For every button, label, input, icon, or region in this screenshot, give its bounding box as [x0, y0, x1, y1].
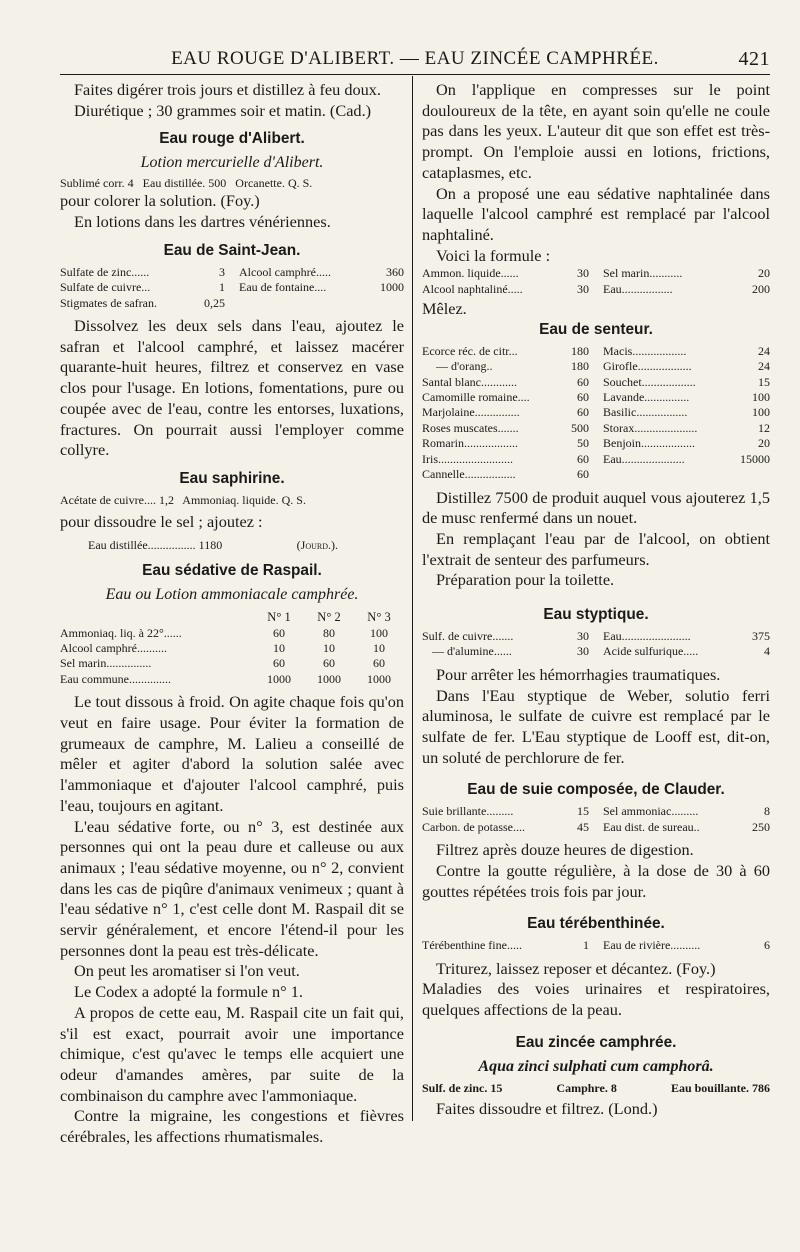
ingredient-name: Cannelle.................	[422, 467, 516, 482]
ingredient-name: Girofle..................	[603, 359, 692, 374]
styptique-paragraph: Dans l'Eau styptique de Weber, solutio ferri aluminosa, le sulfate de cuivre est remplacé par le sulfate de fer. L'Eau styptique de Looff est, dit-on, un soluté de perchlorure de fer.	[422, 685, 770, 767]
section-title-raspail: Eau sédative de Raspail.	[142, 561, 322, 579]
terebenthinee-paragraph: Triturez, laissez reposer et décantez. (Foy.)	[436, 958, 716, 978]
saphirine-eau-line	[88, 537, 338, 553]
ingredient-row	[422, 405, 589, 420]
application-paragraph: On l'applique en compresses sur le point douloureux de la tête, en ayant soin qu'elle ne coule pas dans les yeux. L'auteur dit que son effet est très-prompt. On l'emploie aussi en lotions, frictions, cataplasmes, etc.	[422, 80, 770, 182]
ingredient-name: — d'orang..	[436, 359, 493, 374]
intro-text: Faites digérer trois jours et distillez à feu doux.	[74, 80, 382, 99]
ingredient-row	[422, 266, 589, 281]
ingredient-qty: 20	[758, 266, 770, 281]
alibert-text-2: En lotions dans les dartres vénériennes.	[74, 212, 331, 232]
raspail-paragraph: On peut les aromatiser si l'on veut.	[74, 961, 300, 981]
ingredient-qty: 15000	[740, 451, 770, 466]
ingredient-name: Ammon. liquide......	[422, 266, 519, 281]
suie-paragraph: Contre la goutte régulière, à la dose de 30 à 60 gouttes répétées trois fois par jour.	[422, 860, 770, 901]
senteur-paragraph: Préparation pour la toilette.	[436, 570, 615, 590]
ingredient-qty: 360	[386, 264, 404, 279]
ingredient-name: Eau.................	[603, 281, 673, 296]
melez-text: Mêlez.	[422, 299, 467, 319]
zincee-ingredients	[422, 1080, 770, 1096]
running-header	[60, 48, 770, 74]
ingredient-qty: 20	[758, 436, 770, 451]
ingredient-row	[422, 467, 589, 482]
ingredient-qty: 60	[577, 390, 589, 405]
ingredient-row	[239, 280, 404, 295]
ingredient-line: Eau distillée................ 1180	[88, 537, 223, 552]
ingredient-name: Carbon. de potasse....	[422, 819, 525, 834]
left-column	[60, 80, 404, 1148]
naphtaline-ingredients	[422, 266, 770, 297]
styptique-paragraph: Pour arrêter les hémorrhagies traumatiques.	[436, 664, 721, 684]
intro-text-2: Diurétique ; 30 grammes soir et matin. (Cad.)	[74, 100, 372, 120]
suie-ingredients	[422, 804, 770, 835]
table-row	[60, 626, 404, 641]
ingredient-row	[603, 804, 770, 819]
suie-paragraph: Filtrez après douze heures de digestion.	[436, 840, 694, 860]
ingredient-qty: 12	[758, 420, 770, 435]
cell-value: 10	[323, 641, 335, 656]
ingredient-name: Stigmates de safran.	[60, 295, 157, 310]
ingredient-name: Eau dist. de sureau..	[603, 819, 700, 834]
ingredient-qty: 200	[752, 281, 770, 296]
ingredient-name: Suie brillante.........	[422, 804, 514, 819]
ingredient-name: Iris.........................	[422, 451, 513, 466]
ingredient-qty: 100	[752, 390, 770, 405]
ingredient-row	[422, 938, 589, 953]
ingredient-qty: 30	[577, 644, 589, 659]
ingredient-qty: 8	[764, 804, 770, 819]
ingredient-row	[603, 375, 770, 390]
right-column	[422, 80, 770, 1119]
section-subtitle-alibert: Lotion mercurielle d'Alibert.	[140, 154, 324, 172]
ingredient-qty: 15	[577, 804, 589, 819]
section-title-senteur: Eau de senteur.	[539, 320, 653, 338]
zincee-final: Faites dissoudre et filtrez. (Lond.)	[436, 1098, 658, 1118]
ingredient-qty: 180	[571, 359, 589, 374]
ingredient-row	[603, 266, 770, 281]
ingredient-row	[422, 282, 589, 297]
ingredient-name: Roses muscates.......	[422, 420, 519, 435]
cell-value: 60	[273, 625, 285, 640]
row-label: Alcool camphré..........	[60, 641, 167, 656]
ingredient-name: Sulfate de zinc......	[60, 264, 150, 279]
ingredient-row	[603, 629, 770, 644]
table-row	[60, 672, 404, 687]
ingredient-row	[603, 938, 770, 953]
ingredient-row	[603, 644, 770, 659]
raspail-paragraph: L'eau sédative forte, ou n° 3, est destinée aux personnes qui ont la peau dure et calleuse ou aux animaux ; l'eau sédative moyenne, ou n° 2, convient dans les cas de piqûre d'animaux venimeux ; quant à l'eau sédative n° 1, c'est celle dont M. Raspail dit se servir généralement, et encore l'étend-il pour les personnes dont la peau est très-délicate.	[60, 816, 404, 960]
ingredient-qty: 100	[752, 405, 770, 420]
ingredient-qty: 6	[764, 938, 770, 953]
ingredient-name: Souchet..................	[603, 374, 696, 389]
section-title-zincee: Eau zincée camphrée.	[515, 1033, 677, 1051]
raspail-paragraph: Contre la migraine, les congestions et fièvres cérébrales, les affections rhumatismales.	[60, 1106, 404, 1147]
ingredient-row	[603, 390, 770, 405]
ingredient-row	[422, 344, 589, 359]
ingredient-qty: 60	[577, 451, 589, 466]
ingredient-name: Macis..................	[603, 343, 687, 358]
ingredient-row	[422, 421, 589, 436]
row-label: Ammoniaq. liq. à 22°......	[60, 625, 182, 640]
ingredient-qty: 60	[577, 405, 589, 420]
raspail-table	[60, 608, 404, 688]
ingredient-row	[603, 344, 770, 359]
ingredient-name: Camomille romaine....	[422, 390, 530, 405]
ingredient-qty: 1000	[380, 280, 404, 295]
ingredient-qty: 45	[577, 819, 589, 834]
saint-jean-ingredients	[60, 265, 404, 311]
ingredient-qty: 24	[758, 359, 770, 374]
source-citation: (Jourd.).	[296, 537, 338, 552]
ingredient-row	[422, 390, 589, 405]
ingredient-qty: 60	[577, 374, 589, 389]
ingredient-row	[422, 629, 589, 644]
ingredient-name: Sel marin...........	[603, 266, 683, 281]
ingredient-name: Eau.....................	[603, 451, 685, 466]
ingredient-name: Romarin..................	[422, 436, 518, 451]
ingredient-name: Térébenthine fine.....	[422, 938, 522, 953]
section-title-suie: Eau de suie composée, de Clauder.	[467, 781, 725, 799]
cell-value: 60	[323, 656, 335, 671]
section-title-saphirine: Eau saphirine.	[179, 469, 285, 487]
cell-value: 10	[373, 641, 385, 656]
ingredient-qty: 24	[758, 343, 770, 358]
formula-intro: Voici la formule :	[436, 245, 551, 265]
ingredient-row	[422, 452, 589, 467]
row-label: Eau commune..............	[60, 671, 171, 686]
ingredient-name: Eau.......................	[603, 629, 691, 644]
ingredient-qty: 50	[577, 436, 589, 451]
column-header: N° 1	[267, 609, 291, 624]
ingredient-qty: 30	[577, 266, 589, 281]
ingredient-name: — d'alumine......	[432, 644, 512, 659]
terebenthinee-paragraph: Maladies des voies urinaires et respiratoires, quelques affections de la peau.	[422, 979, 770, 1020]
ingredient-qty: 250	[752, 819, 770, 834]
senteur-paragraph: Distillez 7500 de produit auquel vous ajouterez 1,5 de musc renfermé dans un nouet.	[422, 487, 770, 528]
section-title-alibert: Eau rouge d'Alibert.	[159, 130, 305, 148]
cell-value: 1000	[367, 671, 391, 686]
ingredient-row	[60, 296, 225, 311]
ingredient-name: Marjolaine...............	[422, 405, 520, 420]
ingredient-name: Sel ammoniac.........	[603, 804, 699, 819]
ingredient-row	[603, 436, 770, 451]
ingredient-row	[603, 452, 770, 467]
naphtaline-paragraph: On a proposé une eau sédative naphtalinée dans laquelle l'alcool camphré est remplacé par l'alcool naphtaliné.	[422, 183, 770, 244]
table-row	[60, 656, 404, 671]
ingredient-qty: 0,25	[204, 295, 225, 310]
ingredient-name: Acide sulfurique.....	[603, 644, 699, 659]
ingredient-name: Eau de rivière..........	[603, 938, 701, 953]
ingredient-name: Ecorce réc. de citr...	[422, 343, 518, 358]
terebenthinee-ingredients	[422, 938, 770, 953]
ingredient-row	[603, 820, 770, 835]
cell-value: 60	[273, 656, 285, 671]
cell-value: 60	[373, 656, 385, 671]
table-row	[60, 641, 404, 656]
ingredient-qty: 3	[219, 264, 225, 279]
column-header: N° 2	[317, 609, 341, 624]
ingredient-name: Benjoin..................	[603, 436, 695, 451]
ingredient-row	[422, 820, 589, 835]
ingredient-row	[422, 804, 589, 819]
styptique-ingredients	[422, 629, 770, 660]
ingredient-row	[422, 375, 589, 390]
ingredient-name: Santal blanc............	[422, 374, 517, 389]
ingredient-row	[422, 644, 589, 659]
ingredient-name: Eau de fontaine....	[239, 280, 327, 295]
ingredient-row	[603, 359, 770, 374]
ingredient-line: Camphre. 8	[556, 1080, 617, 1095]
running-title: EAU ROUGE D'ALIBERT. — EAU ZINCÉE CAMPHRÉE.	[171, 48, 659, 69]
ingredient-qty: 30	[577, 281, 589, 296]
raspail-paragraph: Le tout dissous à froid. On agite chaque fois qu'on veut en faire usage. Pour éviter la formation de grumeaux de camphre, M. Lalieu a conseillé de mêler et agiter d'abord la solution salée avec l'ammoniaque et d'ajouter l'alcool camphré, puis l'eau, toujours en agitant.	[60, 692, 404, 815]
saphirine-text: pour dissoudre le sel ; ajoutez :	[60, 511, 263, 531]
ingredient-qty: 500	[571, 420, 589, 435]
ingredient-qty: 1	[219, 280, 225, 295]
ingredient-qty: 4	[764, 644, 770, 659]
ingredient-qty: 1	[583, 938, 589, 953]
senteur-ingredients	[422, 344, 770, 483]
ingredient-line: Eau bouillante. 786	[670, 1080, 770, 1095]
ingredient-qty: 15	[758, 374, 770, 389]
header-rule	[60, 74, 770, 75]
ingredient-row	[60, 265, 225, 280]
ingredient-name: Alcool naphtaliné.....	[422, 281, 523, 296]
raspail-paragraph: A propos de cette eau, M. Raspail cite un fait qui, s'il est exact, pourrait avoir une importance chimique, c'est qu'avec le temps elle acquiert une odeur d'amandes amères, par suite de la combinaison du camphre avec l'ammoniaque.	[60, 1002, 404, 1105]
column-divider	[412, 76, 413, 1121]
ingredient-qty: 180	[571, 343, 589, 358]
ingredient-row	[422, 436, 589, 451]
raspail-paragraph: Le Codex a adopté la formule n° 1.	[74, 982, 303, 1002]
ingredient-row	[239, 265, 404, 280]
ingredient-name: Storax.....................	[603, 420, 698, 435]
cell-value: 80	[323, 625, 335, 640]
page-number: 421	[738, 48, 770, 70]
section-subtitle-zincee: Aqua zinci sulphati cum camphorâ.	[478, 1057, 714, 1075]
section-title-terebenthinee: Eau térébenthinée.	[527, 915, 665, 933]
row-label: Sel marin...............	[60, 656, 152, 671]
ingredient-row	[603, 405, 770, 420]
ingredient-qty: 375	[752, 629, 770, 644]
saint-jean-text: Dissolvez les deux sels dans l'eau, ajoutez le safran et l'alcool camphré, et laissez macérer quarante-huit heures, filtrez et conservez en vase clos pour l'usage. En lotions, fomentations, pure ou coupée avec de l'eau, contre les entorses, luxations, fractures. On pourrait aussi l'employer comme collyre.	[60, 316, 404, 460]
ingredient-name: Lavande...............	[603, 390, 690, 405]
ingredient-name: Alcool camphré.....	[239, 264, 331, 279]
ingredient-row	[603, 421, 770, 436]
column-header: N° 3	[367, 609, 391, 624]
ingredient-row	[422, 359, 589, 374]
ingredient-name: Sulf. de cuivre.......	[422, 629, 514, 644]
ingredient-line: Sulf. de zinc. 15	[422, 1080, 503, 1095]
alibert-ingredients: Sublimé corr. 4 Eau distillée. 500 Orcanette. Q. S.	[60, 176, 313, 191]
cell-value: 1000	[317, 671, 341, 686]
senteur-paragraph: En remplaçant l'eau par de l'alcool, on obtient l'extrait de senteur des parfumeurs.	[422, 528, 770, 569]
ingredient-name: Sulfate de cuivre...	[60, 280, 151, 295]
section-title-styptique: Eau styptique.	[543, 606, 649, 624]
cell-value: 100	[370, 625, 388, 640]
ingredient-row	[603, 282, 770, 297]
ingredient-name: Basilic.................	[603, 405, 688, 420]
section-subtitle-raspail: Eau ou Lotion ammoniacale camphrée.	[105, 585, 359, 603]
alibert-text: pour colorer la solution. (Foy.)	[60, 191, 260, 211]
section-title-saint-jean: Eau de Saint-Jean.	[163, 241, 301, 259]
saphirine-ingredients: Acétate de cuivre.... 1,2 Ammoniaq. liquide. Q. S.	[60, 492, 306, 507]
cell-value: 10	[273, 641, 285, 656]
ingredient-qty: 30	[577, 629, 589, 644]
ingredient-qty: 60	[577, 467, 589, 482]
ingredient-row	[60, 280, 225, 295]
cell-value: 1000	[267, 671, 291, 686]
